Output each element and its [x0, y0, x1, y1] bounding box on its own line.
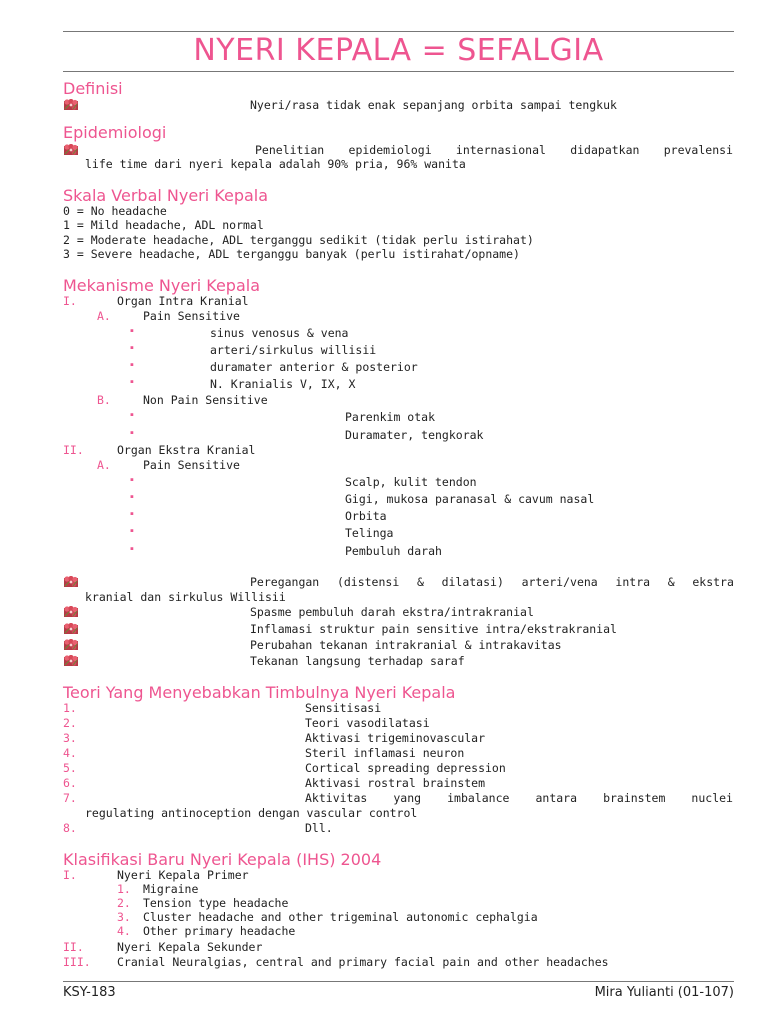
cause-line-1: [250, 575, 734, 589]
word: Penelitian: [255, 143, 325, 157]
footer-right: Mira Yulianti (01-107): [594, 985, 734, 1000]
square-bullet-icon: ▪: [130, 491, 134, 503]
cause-item: Perubahan tekanan intrakranial & intrakavitas: [250, 638, 562, 652]
page-title: NYERI KEPALA = SEFALGIA: [193, 33, 604, 68]
definisi-text: Nyeri/rasa tidak enak sepanjang orbita sampai tengkuk: [250, 98, 617, 112]
word: &: [667, 575, 675, 589]
letter-num: A.: [97, 309, 111, 323]
flower-bullet-icon: [64, 623, 78, 634]
teori-item: Dll.: [305, 821, 333, 835]
skala-item: 3 = Severe headache, ADL terganggu banyak (perlu istirahat/opname): [63, 247, 520, 261]
heading-epidemiologi: Epidemiologi: [63, 123, 167, 142]
flower-bullet-icon: [64, 144, 78, 155]
ekstra-item: Gigi, mukosa paranasal & cavum nasal: [345, 492, 595, 506]
word: antara: [535, 791, 578, 805]
word: yang: [393, 791, 422, 805]
teori-item: Teori vasodilatasi: [305, 716, 430, 730]
teori-num: 2.: [63, 716, 77, 730]
cause-item: Tekanan langsung terhadap saraf: [250, 654, 465, 668]
non-pain-item: Parenkim otak: [345, 410, 436, 424]
teori-num: 6.: [63, 776, 77, 790]
heading-mekanisme: Mekanisme Nyeri Kepala: [63, 276, 261, 295]
square-bullet-icon: ▪: [130, 325, 134, 337]
square-bullet-icon: ▪: [130, 359, 134, 371]
teori-item: Sensitisasi: [305, 701, 382, 715]
skala-item: 0 = No headache: [63, 204, 167, 218]
square-bullet-icon: ▪: [130, 543, 134, 555]
word: (distensi: [336, 575, 400, 589]
roman-num: II.: [63, 940, 84, 954]
teori-num: 7.: [63, 791, 77, 805]
teori-item-7-cont: regulating antinoception dengan vascular control: [85, 806, 418, 820]
word: epidemiologi: [348, 143, 432, 157]
word: Aktivitas: [305, 791, 368, 805]
cause-line-1-cont: kranial dan sirkulus Willisii: [85, 590, 286, 604]
flower-bullet-icon: [64, 655, 78, 666]
primer-label: Nyeri Kepala Primer: [117, 868, 249, 882]
word: ekstra: [692, 575, 734, 589]
non-pain-item: Duramater, tengkorak: [345, 428, 484, 442]
heading-definisi: Definisi: [63, 79, 123, 98]
word: Peregangan: [250, 575, 320, 589]
flower-bullet-icon: [64, 99, 78, 110]
word: internasional: [455, 143, 546, 157]
ekstra-item: Telinga: [345, 526, 394, 540]
epidemiologi-line-1: [255, 143, 733, 157]
word: didapatkan: [570, 143, 640, 157]
pain-sensitive-label: Pain Sensitive: [143, 309, 240, 323]
primer-item: Migraine: [143, 882, 199, 896]
heading-klasifikasi: Klasifikasi Baru Nyeri Kepala (IHS) 2004: [63, 850, 382, 869]
heading-skala: Skala Verbal Nyeri Kepala: [63, 186, 269, 205]
teori-num: 3.: [63, 731, 77, 745]
intra-item: arteri/sirkulus willisii: [210, 343, 377, 357]
neuralgia-label: Cranial Neuralgias, central and primary facial pain and other headaches: [117, 955, 609, 969]
square-bullet-icon: ▪: [130, 525, 134, 537]
teori-num: 8.: [63, 821, 77, 835]
square-bullet-icon: ▪: [130, 508, 134, 520]
ekstra-item: Orbita: [345, 509, 387, 523]
word: &: [416, 575, 424, 589]
cause-item: Spasme pembuluh darah ekstra/intrakranial: [250, 605, 534, 619]
letter-num: B.: [97, 393, 111, 407]
flower-bullet-icon: [64, 639, 78, 650]
teori-num: 1.: [63, 701, 77, 715]
roman-num: III.: [63, 955, 91, 969]
intra-item: N. Kranialis V, IX, X: [210, 377, 356, 391]
teori-item: Cortical spreading depression: [305, 761, 506, 775]
organ-intra-label: Organ Intra Kranial: [117, 294, 249, 308]
flower-bullet-icon: [64, 576, 78, 587]
ekstra-item: Scalp, kulit tendon: [345, 475, 477, 489]
ekstra-item: Pembuluh darah: [345, 544, 442, 558]
square-bullet-icon: ▪: [130, 474, 134, 486]
letter-num: A.: [97, 458, 111, 472]
word: arteri/vena: [521, 575, 598, 589]
square-bullet-icon: ▪: [130, 409, 134, 421]
teori-num: 4.: [63, 746, 77, 760]
word: nuclei: [691, 791, 733, 805]
heading-teori: Teori Yang Menyebabkan Timbulnya Nyeri Kepala: [63, 683, 456, 702]
word: dilatasi): [441, 575, 504, 589]
roman-num: I.: [63, 868, 77, 882]
primer-item: Other primary headache: [143, 924, 296, 938]
square-bullet-icon: ▪: [130, 427, 134, 439]
organ-ekstra-label: Organ Ekstra Kranial: [117, 443, 256, 457]
word: intra: [615, 575, 651, 589]
skala-item: 2 = Moderate headache, ADL terganggu sedikit (tidak perlu istirahat): [63, 233, 534, 247]
roman-num: I.: [63, 294, 77, 308]
cause-item: Inflamasi struktur pain sensitive intra/ekstrakranial: [250, 622, 617, 636]
teori-item-7: [305, 791, 733, 805]
flower-bullet-icon: [64, 606, 78, 617]
teori-item: Aktivasi trigeminovascular: [305, 731, 486, 745]
skala-item: 1 = Mild headache, ADL normal: [63, 218, 264, 232]
word: brainstem: [603, 791, 666, 805]
teori-item: Steril inflamasi neuron: [305, 746, 465, 760]
primer-item: Cluster headache and other trigeminal autonomic cephalgia: [143, 910, 538, 924]
intra-item: sinus venosus & vena: [210, 326, 349, 340]
footer-left: KSY-183: [63, 985, 116, 1000]
sekunder-label: Nyeri Kepala Sekunder: [117, 940, 263, 954]
teori-num: 5.: [63, 761, 77, 775]
top-rule: [63, 31, 734, 32]
primer-item: Tension type headache: [143, 896, 289, 910]
roman-num: II.: [63, 443, 84, 457]
square-bullet-icon: ▪: [130, 342, 134, 354]
sub-num: 3.: [117, 910, 131, 924]
non-pain-sensitive-label: Non Pain Sensitive: [143, 393, 268, 407]
footer-rule: [63, 981, 734, 982]
pain-sensitive-label: Pain Sensitive: [143, 458, 240, 472]
sub-num: 4.: [117, 924, 131, 938]
square-bullet-icon: ▪: [130, 376, 134, 388]
title-rule: [63, 71, 734, 72]
sub-num: 1.: [117, 882, 131, 896]
word: imbalance: [447, 791, 510, 805]
word: prevalensi: [663, 143, 733, 157]
intra-item: duramater anterior & posterior: [210, 360, 418, 374]
epidemiologi-line-2: life time dari nyeri kepala adalah 90% pria, 96% wanita: [85, 157, 466, 171]
teori-item: Aktivasi rostral brainstem: [305, 776, 486, 790]
sub-num: 2.: [117, 896, 131, 910]
